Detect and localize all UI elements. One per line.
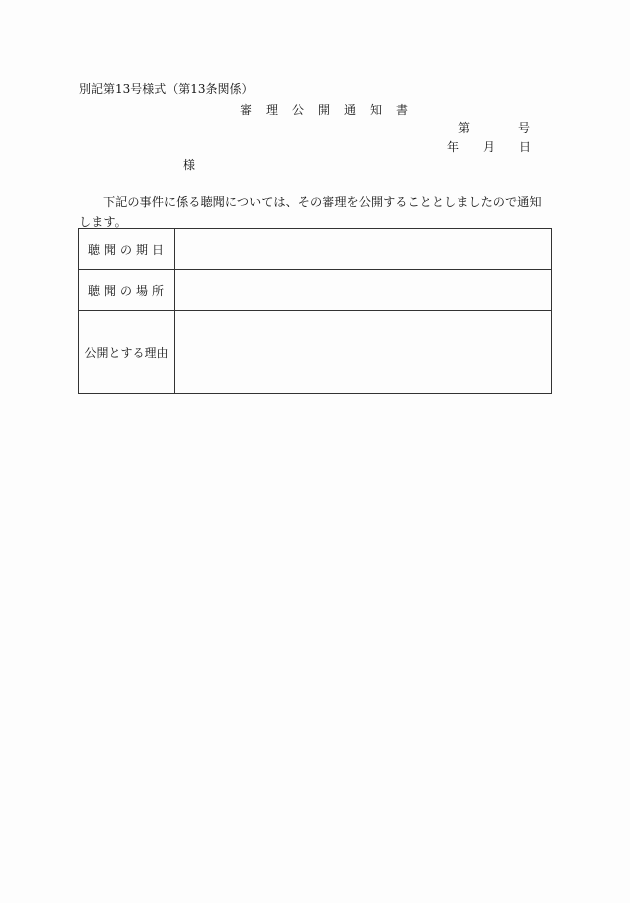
table-row <box>79 311 552 394</box>
number-suffix: 号 <box>518 121 531 135</box>
table-row <box>79 229 552 270</box>
date-year-label: 年 <box>447 140 460 154</box>
notice-details-table <box>78 228 552 394</box>
hearing-date-value <box>175 229 552 270</box>
table-row <box>79 270 552 311</box>
disclosure-reason-label: 公開とする理由 <box>79 311 175 394</box>
document-title: 審理公開通知書 <box>240 103 423 117</box>
number-prefix: 第 <box>458 121 471 135</box>
hearing-place-label: 聴聞の場所 <box>79 270 175 311</box>
notice-body-text: 下記の事件に係る聴聞については、その審理を公開することとしましたので通知します。 <box>79 195 542 229</box>
date-line <box>447 138 531 155</box>
disclosure-reason-value <box>175 311 552 394</box>
form-label: 別記第13号様式（第13条関係） <box>79 82 254 96</box>
hearing-date-label: 聴聞の期日 <box>79 229 175 270</box>
date-day-label: 日 <box>519 140 532 154</box>
addressee-honorific: 様 <box>183 158 196 172</box>
hearing-place-value <box>175 270 552 311</box>
date-month-label: 月 <box>483 140 496 154</box>
document-number-line <box>458 119 530 136</box>
